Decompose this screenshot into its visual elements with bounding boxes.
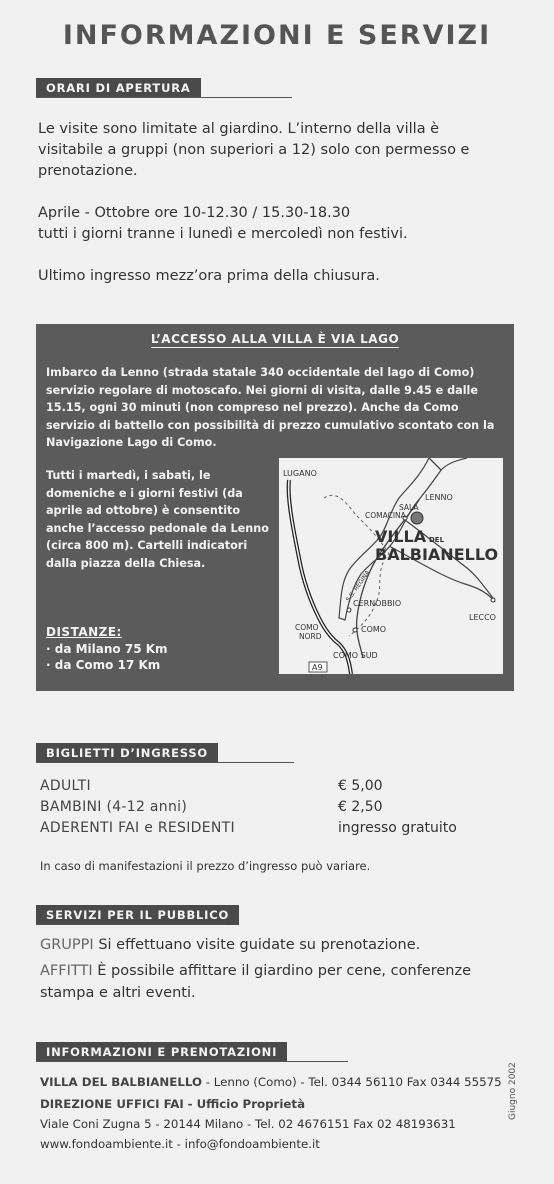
lake-north-shore [429,458,467,470]
page-title: INFORMAZIONI E SERVIZI [62,20,492,51]
ticket-label: BAMBINI (4-12 anni) [40,799,188,815]
section-rule [36,1061,348,1062]
map-label-lecco: LECCO [469,613,496,622]
access-line: aprile ad ottobre) è consentito [46,504,241,517]
access-box [36,324,514,691]
map-label-villa: VILLA [375,527,427,546]
location-map [279,458,503,674]
access-line: 15.15, ogni 30 minuti (non compreso nel prezzo). Anche da Como [46,401,459,414]
access-line: anche l’accesso pedonale da Lenno [46,521,269,535]
servizi-affitti [40,960,510,982]
ticket-price: ingresso gratuito [338,820,457,836]
info-text [40,1072,510,1154]
info-address: Viale Coni Zugna 5 - 20144 Milano - Tel. 02 4676151 Fax 02 48193631 [40,1117,456,1131]
ticket-price: € 5,00 [338,778,383,794]
ticket-label: ADERENTI FAI e RESIDENTI [40,820,235,836]
map-label-a9: A9 [312,663,323,672]
map-label-como: COMO [361,625,387,634]
access-line: (circa 800 m). Cartelli indicatori [46,539,248,552]
distanze-item-text: da Milano 75 Km [54,642,168,656]
date-note: Giugno 2002 [508,1062,518,1120]
info-villa [40,1072,510,1092]
distanze-list [46,641,168,673]
access-line: servizio regolare di motoscafo. Nei giorni di visita, dalle 9.45 e dalle [46,383,478,397]
servizi-affitti-continued: stampa e altri eventi. [40,985,196,1001]
info-villa-contacts: - Lenno (Como) - Tel. 0344 56110 Fax 0344 55575 [205,1075,502,1089]
section-heading-biglietti: BIGLIETTI D’INGRESSO [36,743,218,763]
map-label-balbianello: BALBIANELLO [375,545,499,564]
como-marker [353,628,357,632]
map-label-como-nord-2: NORD [299,632,322,641]
info-direzione-name: DIREZIONE UFFICI FAI [40,1097,184,1111]
distanze-item-text: da Como 17 Km [54,658,161,672]
orari-line: visitabile a gruppi (non superiori a 12) solo con permesso e [38,142,470,158]
map-graphic [279,458,503,674]
servizi-affitti-text: È possibile affittare il giardino per cene, conferenze [97,963,471,979]
section-rule [36,924,226,925]
orari-text [38,119,469,287]
ticket-label: ADULTI [40,778,91,794]
info-web: www.fondoambiente.it - info@fondoambiente.it [40,1137,320,1151]
access-heading-text: L’ACCESSO ALLA VILLA È VIA LAGO [150,332,400,346]
access-line: Navigazione Lago di Como. [46,436,217,449]
map-label-como-sud: COMO SUD [333,651,378,660]
map-label-sala: SALA [399,503,419,512]
access-line: dalla piazza della Chiesa. [46,556,206,570]
map-label-ss-regina: S.S. REGINA [344,569,372,604]
access-line: Imbarco da Lenno (strada statale 340 occidentale del lago di Como) [46,366,475,379]
lecco-marker [491,598,495,602]
servizi-gruppi [40,934,510,956]
map-label-cernobbio: CERNOBBIO [353,599,402,608]
access-line: servizio di battello con possibilità di prezzo cumulativo scontato con la [46,418,495,432]
servizi-gruppi-keyword: GRUPPI [40,937,94,953]
access-line: domeniche e i giorni festivi (da [46,486,243,500]
servizi-text [40,934,510,1004]
villa-marker [411,512,423,524]
orari-line: prenotazione. [38,163,138,179]
section-heading-orari: ORARI DI APERTURA [36,78,201,98]
map-label-lenno: LENNO [425,493,453,502]
info-direzione-office: - Ufficio Proprietà [187,1097,306,1111]
distanze-item: · da Como 17 Km [46,658,161,672]
orari-line: Ultimo ingresso mezz’ora prima della chiusura. [38,268,380,284]
map-label-como-nord-1: COMO [295,623,319,632]
access-paragraph-1 [46,364,494,452]
section-heading-servizi: SERVIZI PER IL PUBBLICO [36,905,239,925]
access-paragraph-2 [46,467,269,572]
map-label-comacina: COMACINA [365,511,406,520]
distanze-heading: DISTANZE: [46,625,122,639]
servizi-affitti-keyword: AFFITTI [40,963,93,979]
section-rule [36,762,294,763]
section-heading-info: INFORMAZIONI E PRENOTAZIONI [36,1042,287,1062]
ticket-note: In caso di manifestazioni il prezzo d’ingresso può variare. [40,859,371,873]
map-label-villa-del: DEL [429,536,445,544]
servizi-gruppi-text: Si effettuano visite guidate su prenotazione. [98,937,421,953]
info-villa-name: VILLA DEL BALBIANELLO [40,1075,202,1089]
access-heading [36,332,514,346]
info-direzione [40,1094,510,1114]
orari-line: Le visite sono limitate al giardino. L’interno della villa è [38,121,440,137]
motorway-a9 [289,480,351,674]
distanze-item: · da Milano 75 Km [46,642,168,656]
section-rule [36,97,292,98]
access-line: Tutti i martedì, i sabati, le [46,469,211,482]
map-label-lugano: LUGANO [283,469,317,478]
cernobbio-marker [347,608,351,612]
orari-line: Aprile - Ottobre ore 10-12.30 / 15.30-18.30 [38,205,351,221]
ticket-price: € 2,50 [338,799,383,815]
orari-line: tutti i giorni tranne i lunedì e mercoledì non festivi. [38,226,408,242]
